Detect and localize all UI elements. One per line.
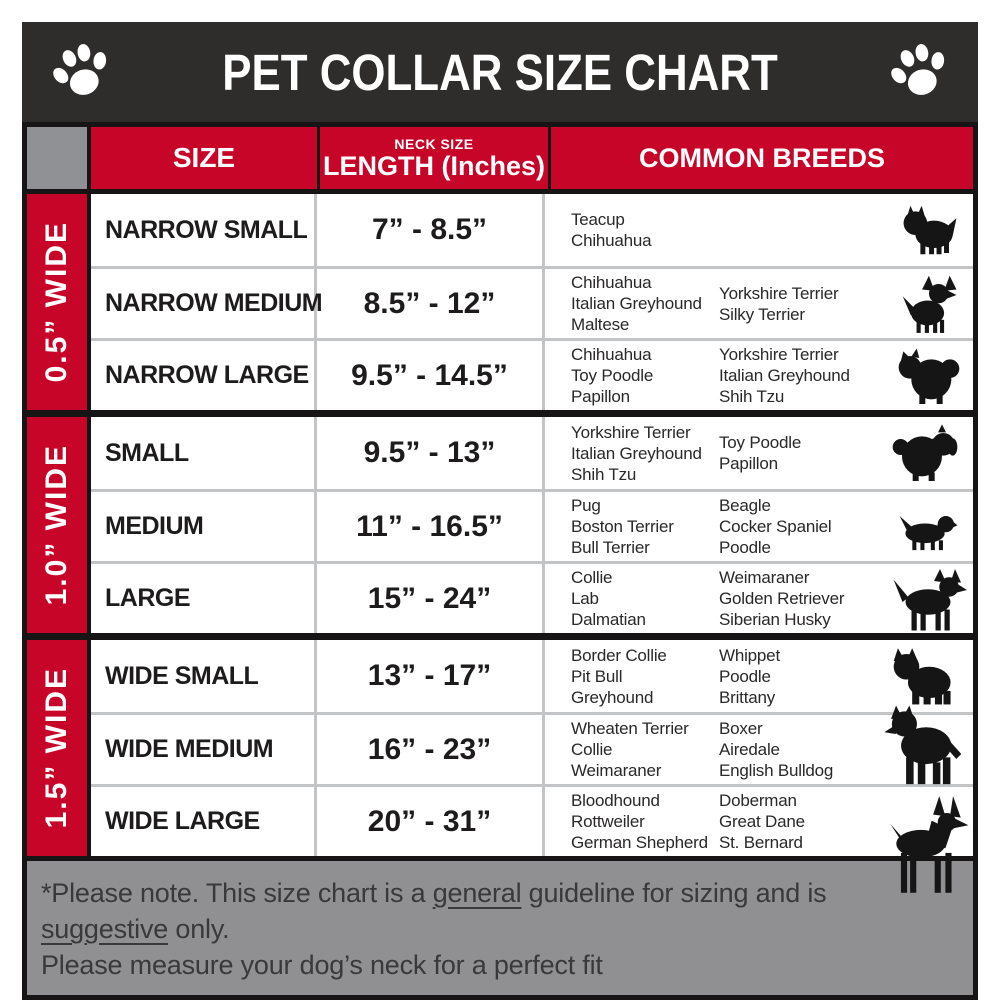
- breed-name: Dalmatian: [571, 610, 646, 629]
- size-name-cell: NARROW SMALL: [91, 194, 317, 266]
- size-rows: [91, 640, 973, 856]
- poster-body: [22, 22, 978, 1000]
- pomeranian-icon: [881, 346, 973, 406]
- husky-icon: [881, 563, 973, 635]
- width-label: 0.5” WIDE: [40, 221, 73, 383]
- breed-column-1: [571, 567, 719, 630]
- neck-length-cell: 9.5” - 14.5”: [317, 341, 545, 410]
- page-title: PET COLLAR SIZE CHART: [222, 43, 778, 101]
- table-row: [91, 194, 973, 266]
- size-name-cell: WIDE SMALL: [91, 640, 317, 712]
- breed-name: Bloodhound: [571, 791, 660, 810]
- breed-column-1: [571, 272, 719, 335]
- breed-column-2: [719, 344, 881, 407]
- table-row: [91, 640, 973, 712]
- size-name-cell: NARROW MEDIUM: [91, 269, 317, 338]
- breed-name: Boxer: [719, 719, 763, 738]
- breed-name: Pug: [571, 496, 601, 515]
- breed-column-2: [719, 283, 881, 325]
- width-label-bar: [27, 640, 87, 856]
- breed-column-1: [571, 422, 719, 485]
- breed-name: Siberian Husky: [719, 610, 831, 629]
- neck-length-cell: 8.5” - 12”: [317, 269, 545, 338]
- breed-name: Bull Terrier: [571, 538, 650, 557]
- breed-column-1: [571, 209, 719, 251]
- breed-column-1: [571, 495, 719, 558]
- breeds-cell: [545, 269, 973, 338]
- breed-column-1: [571, 344, 719, 407]
- neck-length-cell: 20” - 31”: [317, 787, 545, 856]
- yorkie-icon: [881, 202, 973, 258]
- breeds-cell: [545, 341, 973, 410]
- breed-name: Chihuahua: [571, 231, 652, 250]
- breed-name: Italian Greyhound: [571, 443, 702, 463]
- table-frame: [22, 122, 978, 1000]
- breed-name: St. Bernard: [719, 833, 803, 852]
- breed-column-2: [719, 567, 881, 630]
- neck-length-cell: 13” - 17”: [317, 640, 545, 712]
- breed-name: Collie: [571, 568, 613, 587]
- breed-name: Chihuahua: [571, 345, 652, 364]
- breed-name: Italian Greyhound: [571, 294, 702, 313]
- note-underlined-word: suggestive: [41, 914, 169, 944]
- breed-name: Teacup: [571, 210, 625, 229]
- table-row: [91, 417, 973, 489]
- size-group: [27, 640, 973, 856]
- table-row: [91, 712, 973, 784]
- breed-column-2: [719, 790, 881, 853]
- breed-name: Papillon: [571, 387, 630, 406]
- size-name-cell: SMALL: [91, 417, 317, 489]
- breed-name: English Bulldog: [719, 761, 834, 780]
- breed-name: Whippet: [719, 645, 780, 665]
- paw-icon: [42, 33, 120, 111]
- size-group: [27, 194, 973, 410]
- breed-name: Doberman: [719, 791, 797, 810]
- breed-name: Greyhound: [571, 687, 654, 707]
- breed-column-1: [571, 718, 719, 781]
- size-rows: [91, 194, 973, 410]
- breed-name: Boston Terrier: [571, 517, 674, 536]
- breed-name: Pit Bull: [571, 666, 623, 686]
- breeds-cell: [545, 194, 973, 266]
- breed-name: Chihuahua: [571, 273, 652, 292]
- table-header-row: [27, 127, 973, 189]
- note-text-line2: Please measure your dog’s neck for a perfect fit: [41, 950, 603, 980]
- note-text: guideline for sizing and is: [521, 878, 827, 908]
- breed-name: Italian Greyhound: [719, 366, 850, 385]
- breed-name: Shih Tzu: [571, 464, 637, 484]
- breed-name: Yorkshire Terrier: [719, 283, 839, 303]
- breed-name: Border Collie: [571, 645, 667, 665]
- breed-column-2: [719, 432, 881, 474]
- size-name-cell: LARGE: [91, 564, 317, 633]
- breeds-cell: [545, 492, 973, 561]
- breed-column-1: [571, 645, 719, 708]
- neck-length-cell: 15” - 24”: [317, 564, 545, 633]
- note-text: only.: [168, 914, 230, 944]
- header-length-inches: LENGTH (Inches): [322, 150, 545, 181]
- width-label-bar: [27, 194, 87, 410]
- breeds-cell: [545, 564, 973, 633]
- width-label: 1.5” WIDE: [40, 667, 73, 829]
- breed-column-2: [719, 645, 881, 708]
- breed-name: Yorkshire Terrier: [719, 345, 839, 364]
- breeds-cell: [545, 787, 973, 856]
- table-row: [91, 266, 973, 338]
- breed-name: Poodle: [719, 666, 771, 686]
- header-common-breeds: COMMON BREEDS: [551, 127, 973, 189]
- corner-cell: [27, 127, 87, 189]
- table-row: [91, 784, 973, 856]
- breed-name: Shih Tzu: [719, 387, 785, 406]
- table-row: [91, 489, 973, 561]
- breed-name: Rottweiler: [571, 812, 645, 831]
- shih-tzu-icon: [881, 423, 973, 483]
- breed-column-1: [571, 790, 719, 853]
- table-row: [91, 561, 973, 633]
- breed-name: Wheaten Terrier: [571, 719, 689, 738]
- chihuahua-icon: [881, 273, 973, 335]
- header-neck-size: NECK SIZE: [394, 135, 474, 152]
- breed-name: Beagle: [719, 496, 771, 515]
- size-rows: [91, 417, 973, 633]
- width-label: 1.0” WIDE: [40, 444, 73, 606]
- breed-name: Cocker Spaniel: [719, 517, 832, 536]
- breed-name: Toy Poodle: [719, 433, 802, 452]
- breed-name: Weimaraner: [571, 761, 662, 780]
- paw-icon: [880, 33, 958, 111]
- breed-name: Yorkshire Terrier: [571, 422, 691, 442]
- table-row: [91, 338, 973, 410]
- breed-column-2: [719, 495, 881, 558]
- breed-column-2: [719, 718, 881, 781]
- title-bar: [22, 22, 978, 122]
- neck-length-cell: 16” - 23”: [317, 715, 545, 784]
- header-size: SIZE: [91, 127, 317, 189]
- breed-name: Golden Retriever: [719, 589, 845, 608]
- breed-name: Brittany: [719, 687, 776, 707]
- note-text: *Please note. This size chart is a: [41, 878, 433, 908]
- neck-length-cell: 9.5” - 13”: [317, 417, 545, 489]
- note-underlined-word: general: [432, 878, 522, 908]
- size-group: [27, 417, 973, 633]
- beagle-icon: [881, 501, 973, 553]
- breeds-cell: [545, 715, 973, 784]
- breed-name: Lab: [571, 589, 599, 608]
- breed-name: German Shepherd: [571, 833, 708, 852]
- breeds-cell: [545, 417, 973, 489]
- size-name-cell: WIDE LARGE: [91, 787, 317, 856]
- breed-name: Collie: [571, 740, 613, 759]
- breed-name: Poodle: [719, 538, 771, 557]
- size-name-cell: NARROW LARGE: [91, 341, 317, 410]
- breed-name: Great Dane: [719, 812, 805, 831]
- breed-name: Weimaraner: [719, 568, 810, 587]
- breed-name: Airedale: [719, 740, 780, 759]
- breed-name: Papillon: [719, 454, 778, 473]
- header-length: [320, 127, 548, 189]
- breed-name: Maltese: [571, 315, 630, 334]
- table-body: [27, 194, 973, 856]
- size-name-cell: MEDIUM: [91, 492, 317, 561]
- width-label-bar: [27, 417, 87, 633]
- neck-length-cell: 11” - 16.5”: [317, 492, 545, 561]
- breed-name: Silky Terrier: [719, 304, 805, 324]
- size-name-cell: WIDE MEDIUM: [91, 715, 317, 784]
- footnote: [27, 861, 973, 995]
- breed-name: Toy Poodle: [571, 366, 654, 385]
- neck-length-cell: 7” - 8.5”: [317, 194, 545, 266]
